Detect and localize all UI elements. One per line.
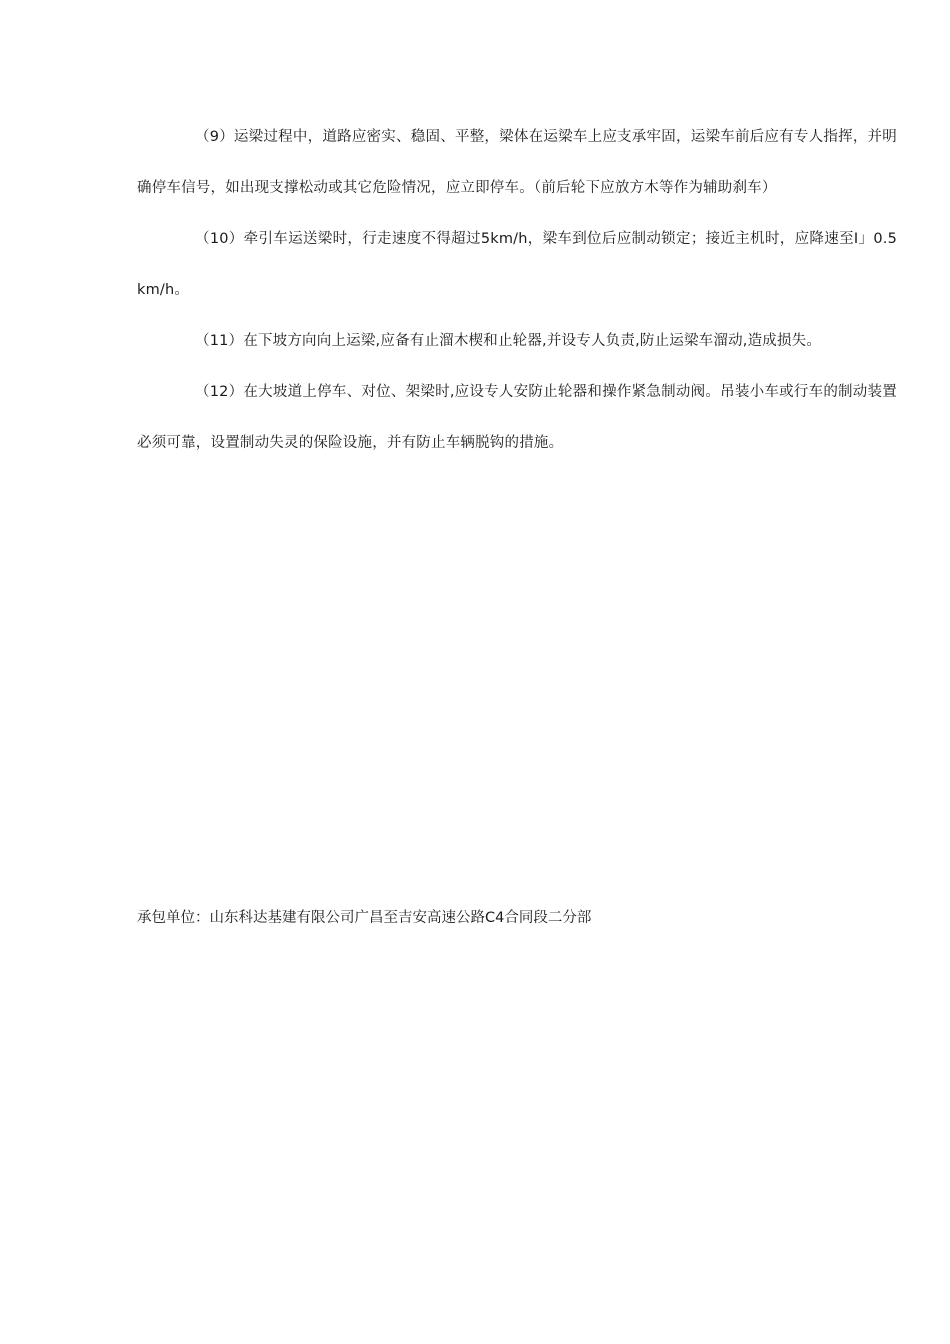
paragraph-item-12: （12）在大坡道上停车、对位、架梁时,应设专人安防止轮器和操作紧急制动阀。吊装小车或行车的制动装置必须可靠，设置制动失灵的保险设施，并有防止车辆脱钩的措施。	[137, 384, 897, 451]
contractor-line: 承包单位：山东科达基建有限公司广昌至吉安高速公路C4合同段二分部	[137, 910, 592, 926]
paragraph-item-9: （9）运梁过程中，道路应密实、稳固、平整，梁体在运梁车上应支承牢固，运梁车前后应有专人指挥，并明确停车信号，如出现支撑松动或其它危险情况，应立即停车。（前后轮下应放方木等作为辅助刹车）	[137, 129, 897, 196]
document-body	[137, 112, 897, 469]
paragraph-item-11: （11）在下坡方向向上运梁,应备有止溜木楔和止轮器,并设专人负责,防止运梁车溜动,造成损失。	[195, 333, 822, 349]
paragraph-item-10: （10）牵引车运送梁时，行走速度不得超过5km/h，梁车到位后应制动锁定；接近主机时，应降速至Ⅰ」0.5km/h。	[137, 231, 897, 298]
